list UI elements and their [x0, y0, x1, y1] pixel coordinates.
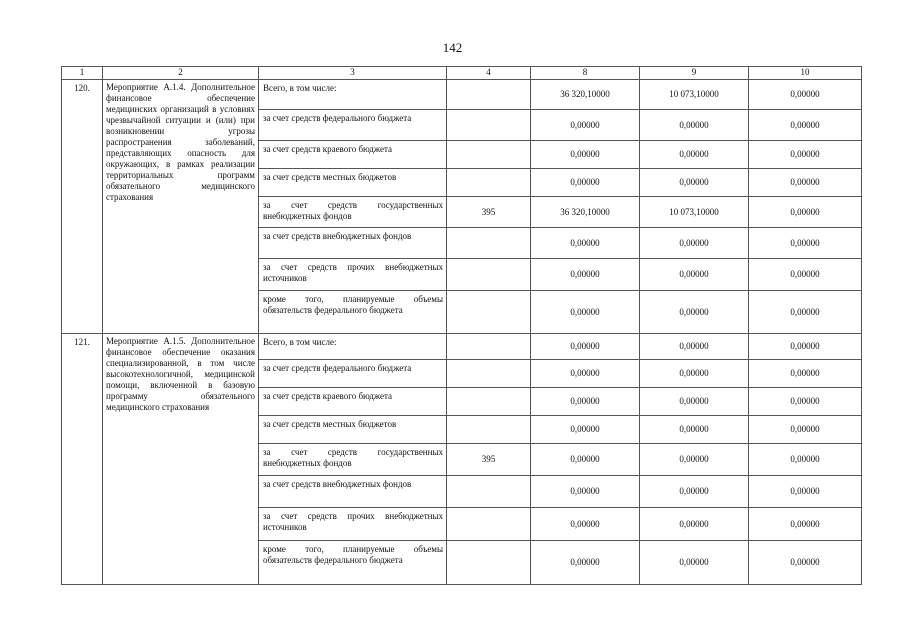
column-header-row — [62, 67, 862, 80]
value-col-10: 0,00000 — [749, 476, 862, 508]
funding-source: за счет средств федерального бюджета — [259, 360, 447, 388]
funding-source: за счет средств прочих внебюджетных источников — [259, 508, 447, 541]
value-col-8: 0,00000 — [531, 388, 640, 416]
budget-code: 395 — [447, 444, 531, 476]
funding-source: за счет средств федерального бюджета — [259, 110, 447, 141]
value-col-9: 0,00000 — [640, 388, 749, 416]
value-col-10: 0,00000 — [749, 197, 862, 228]
value-col-10: 0,00000 — [749, 334, 862, 360]
value-col-9: 0,00000 — [640, 169, 749, 197]
value-col-8: 0,00000 — [531, 508, 640, 541]
value-col-8: 0,00000 — [531, 444, 640, 476]
value-col-8: 36 320,10000 — [531, 80, 640, 110]
value-col-9: 0,00000 — [640, 259, 749, 291]
funding-source: за счет средств местных бюджетов — [259, 169, 447, 197]
value-col-10: 0,00000 — [749, 360, 862, 388]
funding-source: за счет средств краевого бюджета — [259, 141, 447, 169]
value-col-9: 10 073,10000 — [640, 80, 749, 110]
budget-code — [447, 508, 531, 541]
value-col-8: 0,00000 — [531, 334, 640, 360]
budget-code — [447, 110, 531, 141]
value-col-10: 0,00000 — [749, 508, 862, 541]
column-header: 10 — [749, 67, 862, 80]
value-col-10: 0,00000 — [749, 110, 862, 141]
value-col-10: 0,00000 — [749, 444, 862, 476]
value-col-9: 0,00000 — [640, 334, 749, 360]
budget-code — [447, 476, 531, 508]
value-col-10: 0,00000 — [749, 141, 862, 169]
value-col-8: 0,00000 — [531, 360, 640, 388]
page-number: 142 — [442, 40, 463, 55]
column-header: 9 — [640, 67, 749, 80]
funding-source: Всего, в том числе: — [259, 80, 447, 110]
budget-code — [447, 291, 531, 334]
value-col-10: 0,00000 — [749, 416, 862, 444]
column-header: 1 — [62, 67, 103, 80]
budget-code: 395 — [447, 197, 531, 228]
budget-code — [447, 259, 531, 291]
column-header: 8 — [531, 67, 640, 80]
budget-code — [447, 360, 531, 388]
funding-source: за счет средств государственных внебюджетных фондов — [259, 197, 447, 228]
value-col-9: 0,00000 — [640, 416, 749, 444]
budget-code — [447, 169, 531, 197]
budget-code — [447, 228, 531, 259]
measure-description: Мероприятие А.1.5. Дополнительное финансовое обеспечение оказания специализированной, в том числе высокотехнологичной, медицинской помощи, включенной в базовую программу обязательного медицинского страхования — [103, 334, 259, 585]
column-header: 4 — [447, 67, 531, 80]
budget-code — [447, 388, 531, 416]
budget-code — [447, 541, 531, 585]
value-col-10: 0,00000 — [749, 541, 862, 585]
value-col-10: 0,00000 — [749, 228, 862, 259]
funding-source: за счет средств внебюджетных фондов — [259, 228, 447, 259]
table-row — [62, 334, 862, 360]
value-col-9: 0,00000 — [640, 110, 749, 141]
value-col-10: 0,00000 — [749, 80, 862, 110]
column-header: 2 — [103, 67, 259, 80]
funding-source: Всего, в том числе: — [259, 334, 447, 360]
value-col-8: 0,00000 — [531, 476, 640, 508]
budget-code — [447, 141, 531, 169]
value-col-9: 0,00000 — [640, 291, 749, 334]
value-col-8: 0,00000 — [531, 259, 640, 291]
value-col-8: 0,00000 — [531, 416, 640, 444]
value-col-9: 0,00000 — [640, 476, 749, 508]
value-col-10: 0,00000 — [749, 388, 862, 416]
value-col-8: 0,00000 — [531, 110, 640, 141]
value-col-8: 0,00000 — [531, 141, 640, 169]
value-col-8: 36 320,10000 — [531, 197, 640, 228]
value-col-10: 0,00000 — [749, 291, 862, 334]
value-col-9: 0,00000 — [640, 444, 749, 476]
column-header: 3 — [259, 67, 447, 80]
funding-source: кроме того, планируемые объемы обязательств федерального бюджета — [259, 291, 447, 334]
row-number: 120. — [62, 80, 103, 334]
value-col-9: 0,00000 — [640, 541, 749, 585]
budget-table — [61, 66, 862, 585]
value-col-8: 0,00000 — [531, 169, 640, 197]
value-col-9: 0,00000 — [640, 508, 749, 541]
funding-source: за счет средств внебюджетных фондов — [259, 476, 447, 508]
budget-code — [447, 80, 531, 110]
funding-source: кроме того, планируемые объемы обязательств федерального бюджета — [259, 541, 447, 585]
budget-code — [447, 334, 531, 360]
value-col-9: 0,00000 — [640, 141, 749, 169]
value-col-8: 0,00000 — [531, 291, 640, 334]
funding-source: за счет средств местных бюджетов — [259, 416, 447, 444]
measure-description: Мероприятие А.1.4. Дополнительное финансовое обеспечение медицинских организаций в условиях чрезвычайной ситуации и (или) при возникновении угрозы распространения заболеваний, представляющих опасность для окружающих, в рамках реализации территориальных программ обязательного медицинского страхования — [103, 80, 259, 334]
funding-source: за счет средств прочих внебюджетных источников — [259, 259, 447, 291]
value-col-9: 0,00000 — [640, 228, 749, 259]
value-col-9: 10 073,10000 — [640, 197, 749, 228]
value-col-10: 0,00000 — [749, 169, 862, 197]
value-col-8: 0,00000 — [531, 228, 640, 259]
table-row — [62, 80, 862, 110]
budget-code — [447, 416, 531, 444]
funding-source: за счет средств государственных внебюджетных фондов — [259, 444, 447, 476]
value-col-10: 0,00000 — [749, 259, 862, 291]
value-col-8: 0,00000 — [531, 541, 640, 585]
funding-source: за счет средств краевого бюджета — [259, 388, 447, 416]
row-number: 121. — [62, 334, 103, 585]
value-col-9: 0,00000 — [640, 360, 749, 388]
